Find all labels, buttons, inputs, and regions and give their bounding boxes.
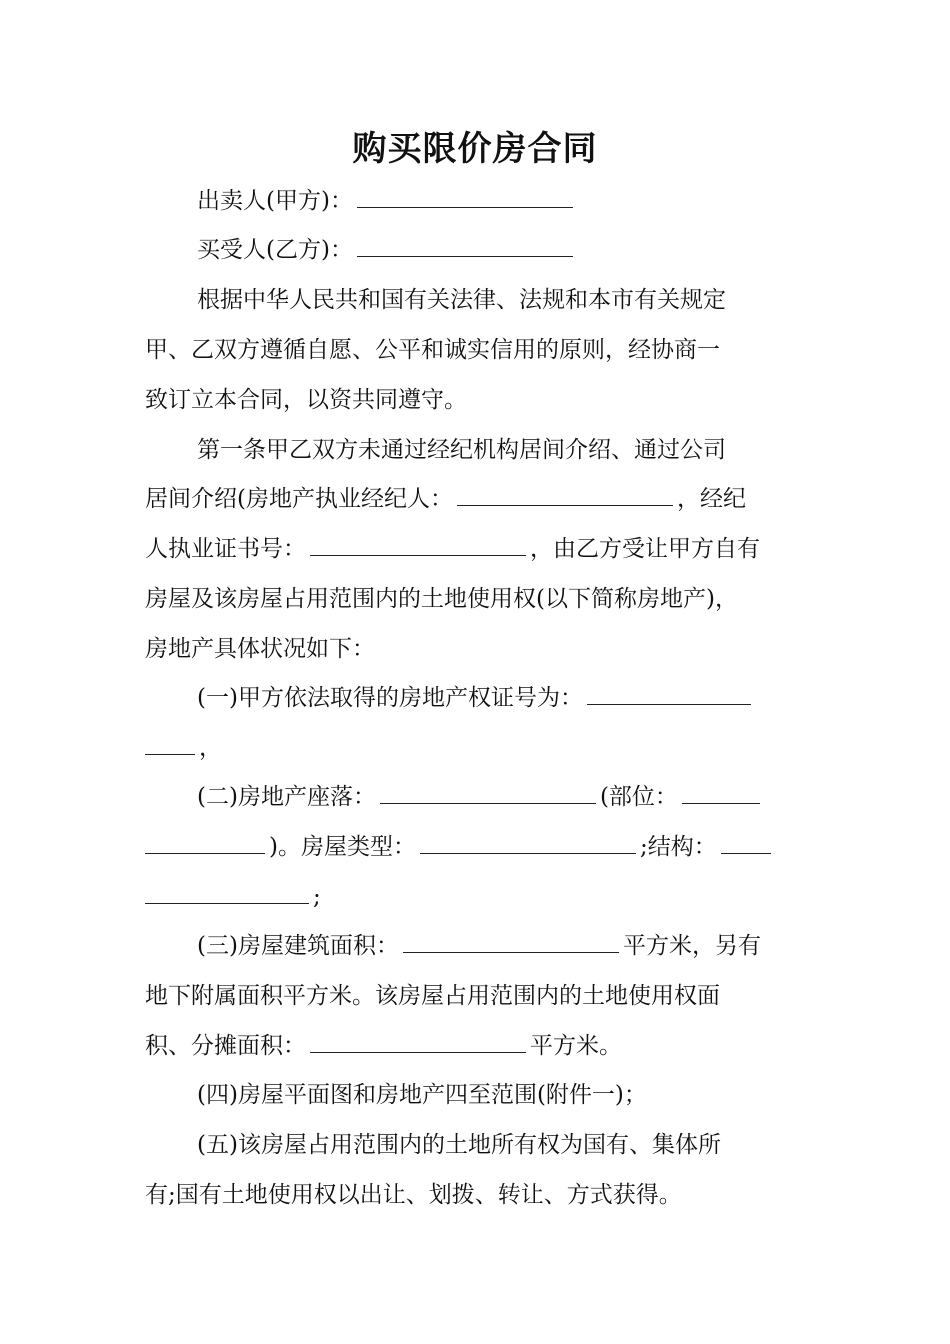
shared-area-suffix: 平方米。 [530,1033,622,1059]
shared-area-label: 积、分摊面积： [145,1033,306,1059]
preamble-line-3: 致订立本合同，以资共同遵守。 [145,387,467,413]
article1-line-3 [145,532,810,566]
item2-line-3 [145,880,810,914]
preamble-line-2: 甲、乙双方遵循自愿、公平和诚实信用的原则，经协商一 [145,337,720,363]
item3-line-2: 地下附属面积平方米。该房屋占用范围内的土地使用权面 [145,983,720,1009]
preamble-line-1: 根据中华人民共和国有关法律、法规和本市有关规定 [197,287,726,313]
item1-line-2 [145,731,810,765]
buyer-line [197,233,810,267]
area-label: (三)房屋建筑面积： [197,933,399,959]
buyer-label: 买受人(乙方)： [197,237,353,263]
seller-label: 出卖人(甲方)： [197,188,353,214]
item3-line-1 [197,929,810,963]
position-blank [682,783,760,804]
item1-blank [587,684,751,705]
location-label: (二)房地产座落： [197,784,376,810]
item1-label: (一)甲方依法取得的房地产权证号为： [197,685,583,711]
position-label: (部位： [599,784,678,810]
structure-blank [721,833,771,854]
house-type-blank [420,833,636,854]
cert-blank [310,535,526,556]
house-type-label: )。房屋类型： [269,834,416,860]
item1-suffix: ， [199,735,222,761]
location-blank [380,783,596,804]
area-blank [403,932,619,953]
article1-line-4: 房屋及该房屋占用范围内的土地使用权(以下简称房地产)， [145,586,738,612]
position-blank-cont [145,833,265,854]
item2-line-1 [197,780,810,814]
agent-blank [457,485,673,506]
document-title: 购买限价房合同 [352,129,598,169]
structure-blank-cont [145,883,309,904]
article1-line-5: 房地产具体状况如下： [145,636,375,662]
cert-label: 人执业证书号： [145,536,306,562]
seller-line [197,184,810,218]
agent-suffix: ，经纪 [676,486,746,512]
item3-line-3 [145,1029,810,1063]
item1-line-1 [197,681,810,715]
item2-suffix: ; [313,884,321,910]
item4-line: (四)房屋平面图和房地产四至范围(附件一)； [197,1082,647,1108]
cert-suffix: ，由乙方受让甲方自有 [530,536,760,562]
area-suffix: 平方米，另有 [622,933,761,959]
article1-line-2 [145,482,810,516]
item1-blank-cont [145,734,195,755]
buyer-blank [357,236,573,257]
structure-label: ;结构： [639,834,717,860]
shared-area-blank [310,1032,526,1053]
seller-blank [357,187,573,208]
item5-line-2: 有;国有土地使用权以出让、划拨、转让、方式获得。 [145,1182,682,1208]
item2-line-2 [145,830,810,864]
agent-label: 居间介绍(房地产执业经纪人： [145,486,453,512]
item5-line-1: (五)该房屋占用范围内的土地所有权为国有、集体所 [197,1132,721,1158]
article1-line-1: 第一条甲乙双方未通过经纪机构居间介绍、通过公司 [197,437,726,463]
